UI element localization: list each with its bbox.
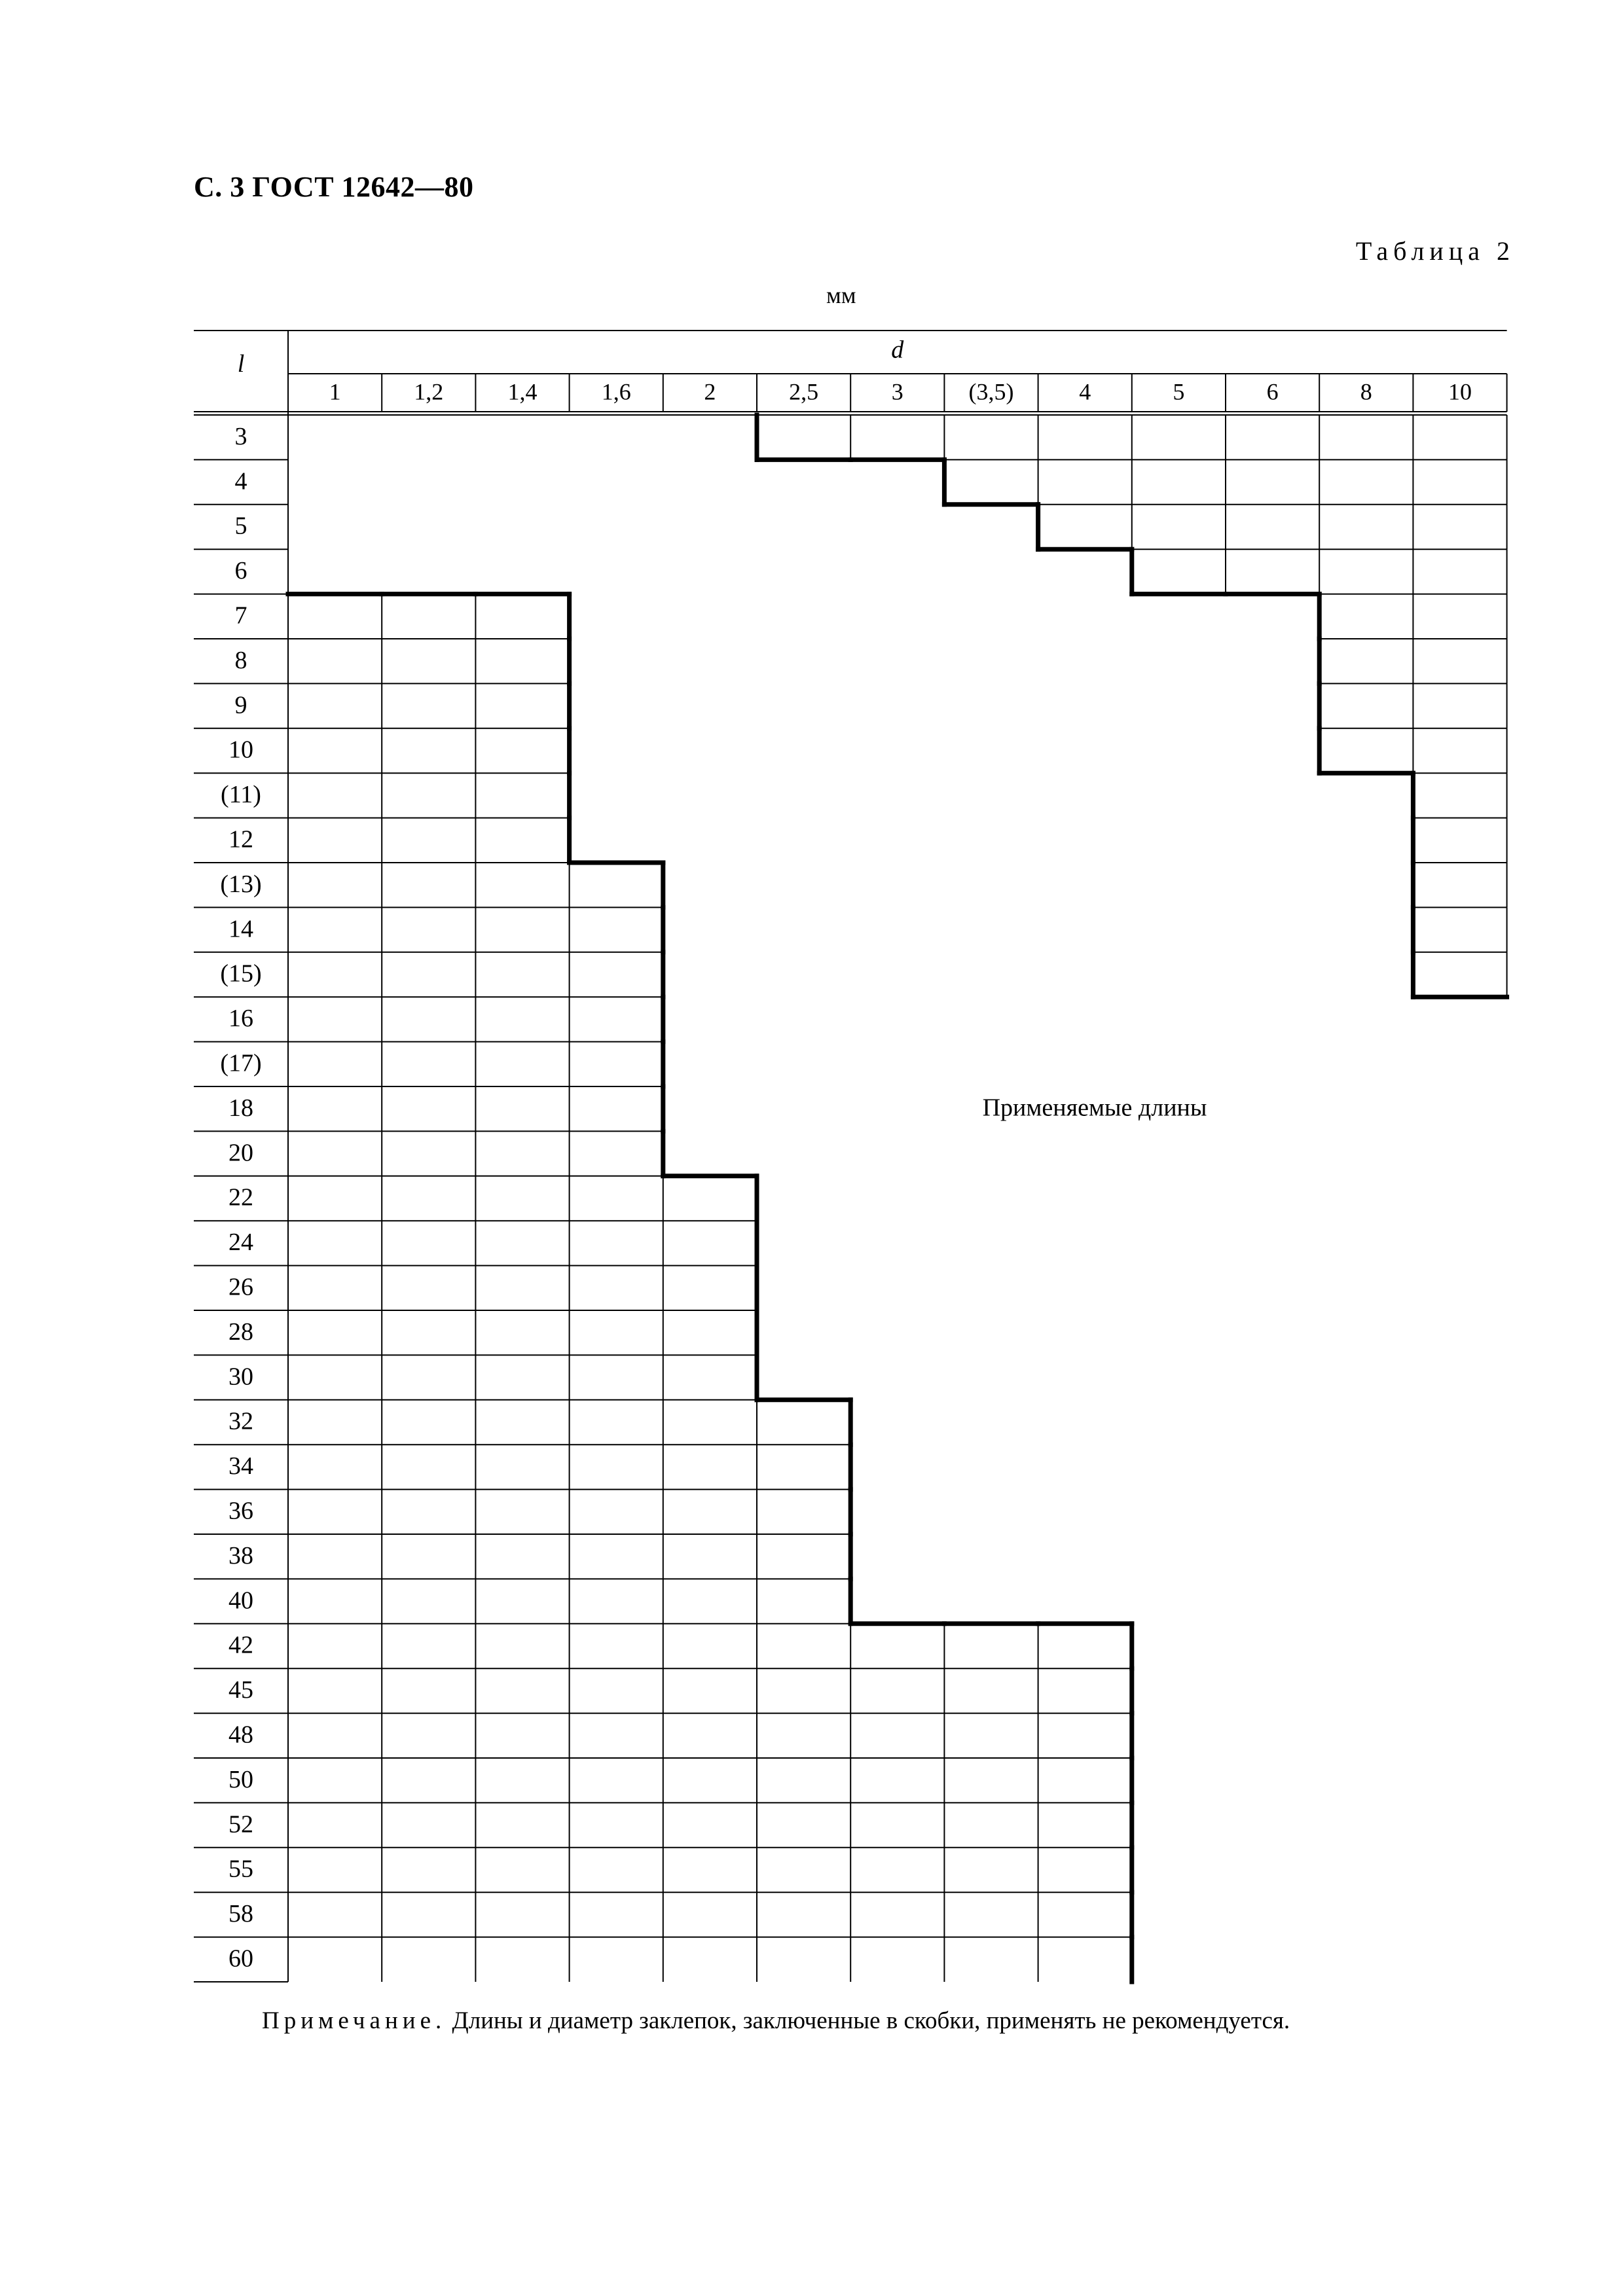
length-row-label: 10 [228, 736, 253, 764]
diameter-header-cell: 2,5 [789, 378, 819, 405]
length-row-label: 22 [228, 1183, 253, 1211]
diameter-header-cell: (3,5) [968, 378, 1014, 405]
diameter-header-cell: 1 [329, 378, 341, 405]
length-row-label: 5 [234, 512, 247, 540]
page-header: С. 3 ГОСТ 12642—80 [194, 171, 474, 203]
region-label: Применяемые длины [982, 1094, 1207, 1122]
length-row-label: 42 [228, 1631, 253, 1659]
note-text: Длины и диаметр заклепок, заключенные в скобки, применять не рекомендуется. [446, 2007, 1290, 2034]
length-row-label: 30 [228, 1363, 253, 1391]
length-axis-label: l [237, 350, 245, 378]
length-row-label: 60 [228, 1945, 253, 1973]
length-row-label: 3 [234, 422, 247, 450]
diameter-header-cell: 3 [891, 378, 903, 405]
length-row-label: 55 [228, 1855, 253, 1883]
length-row-label: (17) [220, 1049, 262, 1077]
length-row-label: 48 [228, 1721, 253, 1749]
diameter-axis-label: d [891, 336, 904, 364]
diameter-header-cell: 5 [1173, 378, 1185, 405]
length-row-label: (15) [220, 960, 262, 988]
length-row-label: 58 [228, 1900, 253, 1928]
diameter-header-cell: 2 [704, 378, 716, 405]
table-note [262, 2007, 1290, 2035]
length-row-label: 9 [234, 691, 247, 719]
length-row-label: 26 [228, 1273, 253, 1301]
length-row-label: 6 [234, 557, 247, 585]
table-label: Таблица 2 [1355, 236, 1515, 266]
length-row-label: 50 [228, 1765, 253, 1793]
length-row-label: 7 [234, 601, 247, 630]
diameter-header-cell: 8 [1360, 378, 1372, 405]
length-row-label: (13) [220, 870, 262, 898]
diameter-header-cell: 1,6 [601, 378, 631, 405]
diameter-header-cell: 1,4 [507, 378, 538, 405]
length-row-label: 32 [228, 1407, 253, 1435]
diameter-header-cell: 1,2 [414, 378, 444, 405]
length-row-label: 14 [228, 915, 253, 943]
length-row-label: 45 [228, 1676, 253, 1704]
length-row-label: 34 [228, 1452, 253, 1480]
diameter-header-cell: 10 [1448, 378, 1472, 405]
note-label: Примечание. [262, 2007, 447, 2034]
diameter-header-cell: 6 [1266, 378, 1279, 405]
length-row-label: 36 [228, 1497, 253, 1525]
unit-label: мм [826, 282, 856, 308]
length-row-label: 4 [234, 467, 247, 495]
length-row-label: 38 [228, 1541, 253, 1570]
length-row-label: 18 [228, 1094, 253, 1122]
length-row-label: 16 [228, 1005, 253, 1033]
length-row-label: 8 [234, 646, 247, 674]
length-row-label: 12 [228, 825, 253, 853]
length-row-label: 40 [228, 1587, 253, 1615]
length-row-label: 28 [228, 1318, 253, 1346]
length-row-label: 24 [228, 1229, 253, 1257]
diameter-header-cell: 4 [1079, 378, 1091, 405]
length-row-label: 20 [228, 1139, 253, 1167]
length-row-label: 52 [228, 1810, 253, 1839]
length-row-label: (11) [221, 781, 261, 809]
